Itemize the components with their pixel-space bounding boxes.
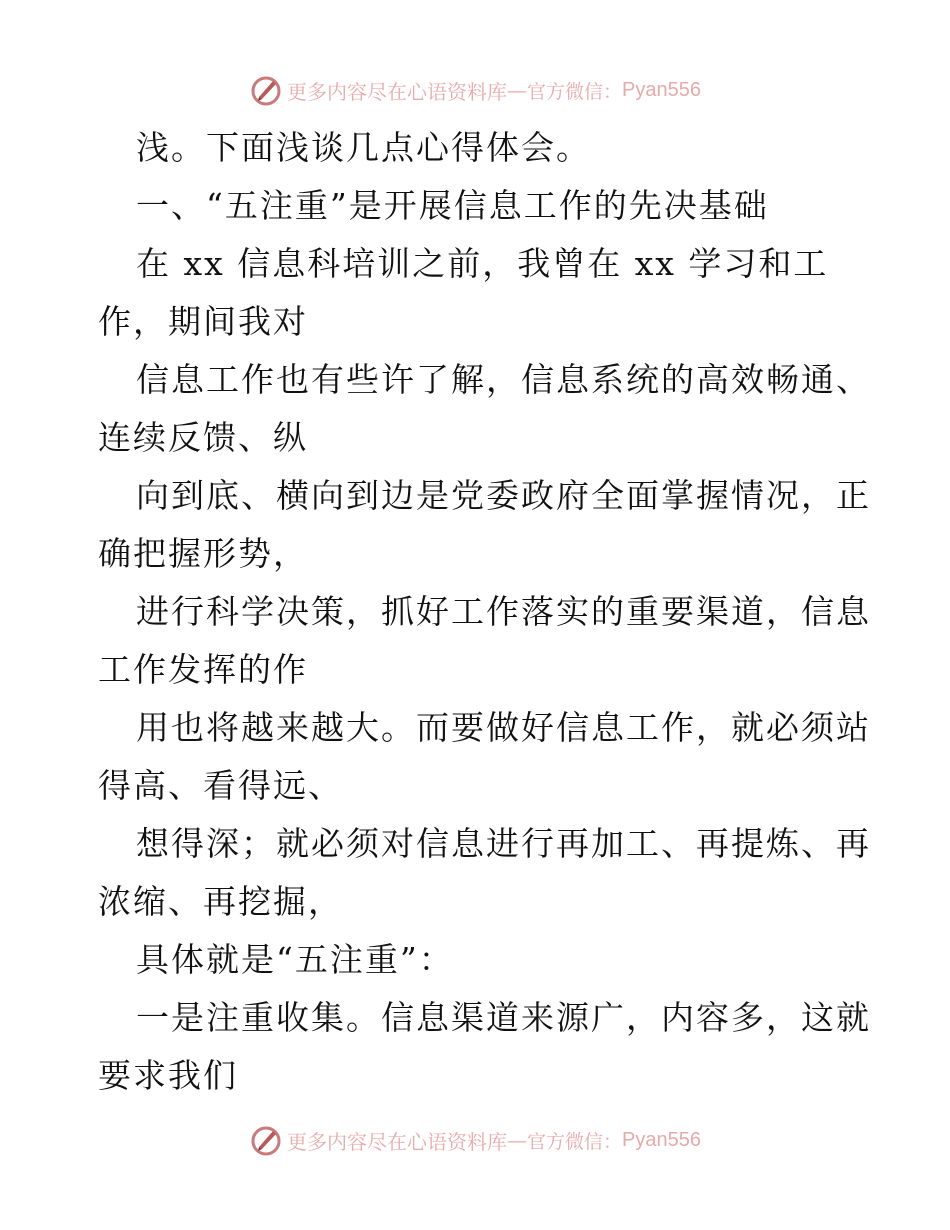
banner-wechat-id: Pyan556 <box>622 1128 701 1151</box>
text-line: 用也将越来越大。而要做好信息工作，就必须站 <box>136 708 871 747</box>
text-line: 得高、看得远、 <box>98 766 343 805</box>
text-line: 向到底、横向到边是党委政府全面掌握情况，正 <box>136 476 871 515</box>
banner-main-text: 更多内容尽在心语资料库 <box>287 1129 507 1154</box>
text-line: 连续反馈、纵 <box>98 418 308 457</box>
text-line: 要求我们 <box>98 1056 238 1095</box>
text-line: 工作发挥的作 <box>98 650 308 689</box>
text-line: 在 xx 信息科培训之前，我曾在 xx 学习和工 <box>136 244 829 283</box>
text-line: 具体就是“五注重”： <box>136 940 454 979</box>
footer-banner <box>0 1120 950 1160</box>
pen-logo-icon <box>249 1123 283 1157</box>
text-line: 确把握形势， <box>98 534 308 573</box>
text-line: 浓缩、再挖掘， <box>98 882 343 921</box>
text-line: 作，期间我对 <box>98 302 308 341</box>
text-line: 浅。下面浅谈几点心得体会。 <box>136 128 591 167</box>
text-line: 信息工作也有些许了解，信息系统的高效畅通、 <box>136 360 871 399</box>
banner-dash: — <box>507 78 527 102</box>
banner-official-text: 官方微信： <box>527 1130 623 1153</box>
text-line: 想得深；就必须对信息进行再加工、再提炼、再 <box>136 824 871 863</box>
banner-official-text: 官方微信： <box>527 80 623 103</box>
header-banner <box>0 70 950 110</box>
text-line: 一、“五注重”是开展信息工作的先决基础 <box>136 186 769 225</box>
pen-logo-icon <box>249 73 283 107</box>
banner-dash: — <box>507 1128 527 1152</box>
text-line: 进行科学决策，抓好工作落实的重要渠道，信息 <box>136 592 871 631</box>
banner-wechat-id: Pyan556 <box>622 78 701 101</box>
banner-main-text: 更多内容尽在心语资料库 <box>287 79 507 104</box>
text-line: 一是注重收集。信息渠道来源广，内容多，这就 <box>136 998 871 1037</box>
